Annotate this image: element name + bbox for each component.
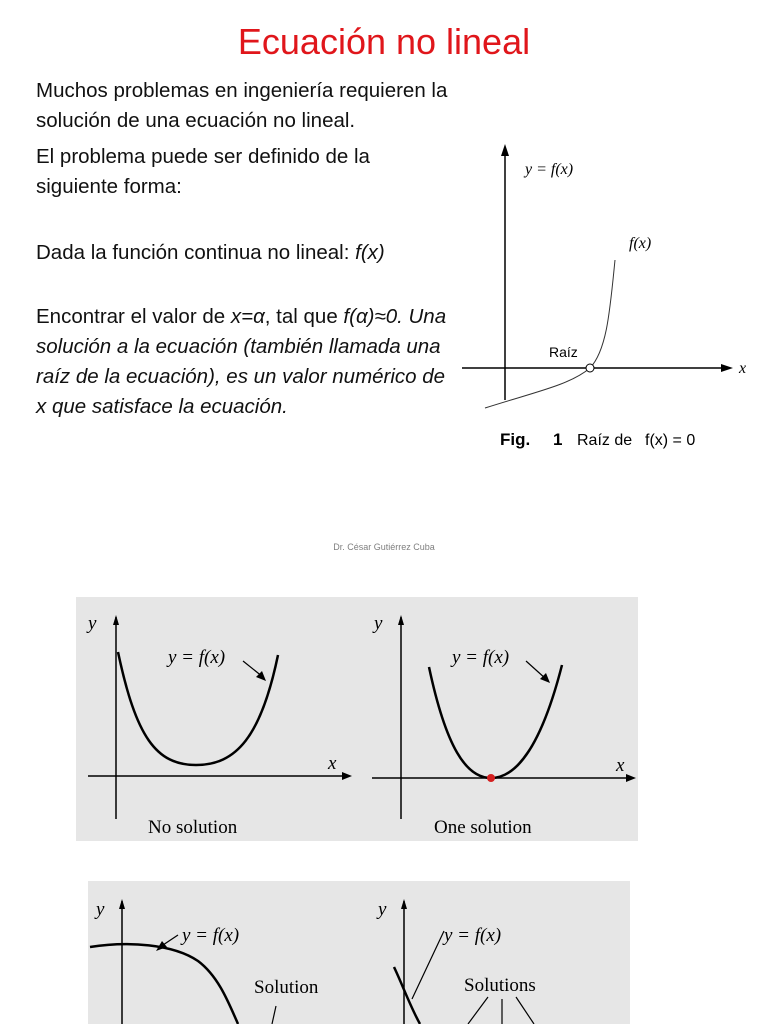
left-x-label: x	[328, 753, 337, 774]
paragraph-definition: El problema puede ser definido de la siguiente forma:	[36, 145, 370, 198]
bottom-right-curve	[394, 967, 420, 1024]
function-symbol: f(x)	[355, 241, 385, 264]
slide-footer: Dr. César Gutiérrez Cuba	[333, 542, 435, 552]
bottom-left-curve	[90, 944, 238, 1024]
slide-title: Ecuación no lineal	[237, 21, 531, 62]
bottom-right-curve-label: y = f(x)	[444, 925, 502, 946]
solutions-figure-top-svg	[76, 597, 638, 841]
caption-number: 1	[553, 430, 563, 449]
root-def-italic: f(α)≈0. Una solución a la ecuación (también llamada una raíz de la ecuación), es un valor numérico de x que satisface la ecuación.	[36, 305, 447, 418]
root-label: Raíz	[549, 344, 578, 360]
root-figure	[455, 140, 760, 460]
left-parabola	[118, 652, 278, 765]
bottom-left-curve-label: y = f(x)	[182, 925, 240, 946]
root-variable: x=α	[230, 305, 265, 328]
curve-label: f(x)	[629, 235, 652, 252]
paragraph-root-definition	[36, 302, 456, 422]
right-parabola	[429, 665, 562, 778]
right-caption: One solution	[434, 817, 532, 838]
bottom-right-y-label: y	[378, 899, 387, 920]
caption-equation: f(x) = 0	[645, 432, 696, 449]
bottom-right-solution-pointer-c	[516, 997, 534, 1024]
right-y-axis-arrow	[398, 615, 404, 625]
solutions-figure-bottom	[88, 881, 630, 1024]
right-curve-label: y = f(x)	[452, 647, 510, 668]
caption-fig: Fig.	[500, 430, 531, 449]
right-y-label: y	[374, 613, 383, 634]
bottom-left-solution-pointer	[272, 1006, 276, 1024]
root-def-prefix: Encontrar el valor de	[36, 305, 231, 328]
bottom-right-annotation: Solutions	[464, 975, 536, 996]
left-curve-label: y = f(x)	[168, 647, 226, 668]
x-axis-arrow	[721, 364, 733, 372]
y-axis-arrow	[501, 144, 509, 156]
bottom-left-annotation: Solution	[254, 977, 319, 998]
right-root-point	[487, 774, 495, 782]
right-x-axis-arrow	[626, 774, 636, 782]
bottom-left-y-label: y	[96, 899, 105, 920]
left-caption: No solution	[148, 817, 238, 838]
paragraph-function-prefix: Dada la función continua no lineal:	[36, 241, 356, 264]
root-point	[586, 364, 594, 372]
bottom-right-label-pointer	[412, 931, 444, 999]
bottom-right-y-axis-arrow	[401, 899, 407, 909]
solutions-figure-top	[76, 597, 638, 841]
body-text-block	[36, 76, 456, 422]
right-x-label: x	[616, 755, 625, 776]
bottom-right-solution-pointer-a	[468, 997, 488, 1024]
bottom-left-y-axis-arrow	[119, 899, 125, 909]
x-axis-label: x	[739, 360, 747, 377]
left-y-label: y	[88, 613, 97, 634]
solutions-figure-bottom-svg	[88, 881, 630, 1024]
paragraph-function	[36, 238, 456, 268]
left-y-axis-arrow	[113, 615, 119, 625]
paragraph-intro: Muchos problemas en ingeniería requieren la solución de una ecuación no lineal.	[36, 79, 448, 132]
root-def-mid: , tal que	[264, 305, 344, 328]
y-axis-label: y = f(x)	[525, 161, 574, 178]
caption-text: Raíz de	[577, 432, 633, 449]
left-x-axis-arrow	[342, 772, 352, 780]
